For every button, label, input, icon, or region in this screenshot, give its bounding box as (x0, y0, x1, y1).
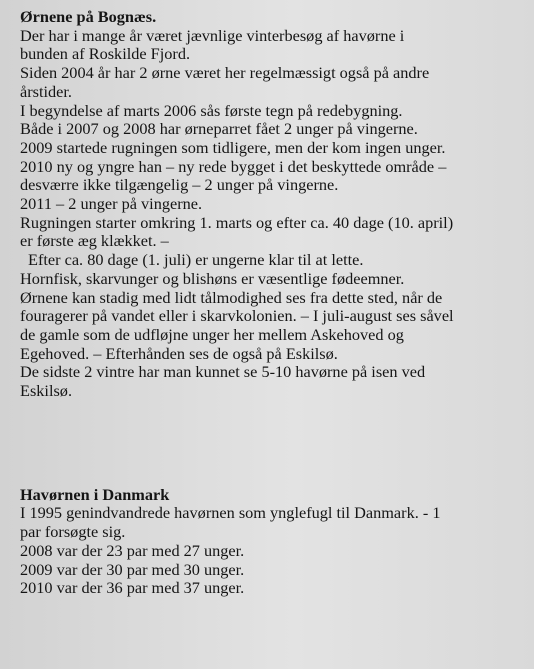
text-line: 2010 ny og yngre han – ny rede bygget i det beskyttede område – (20, 156, 447, 176)
text-line: De sidste 2 vintre har man kunnet se 5-10 havørne på isen ved (20, 362, 426, 382)
text-line: Egehoved. – Efterhånden ses de også på Eskilsø. (20, 343, 338, 363)
text-line: er første æg klækket. – (20, 231, 169, 251)
text-line: Efter ca. 80 dage (1. juli) er ungerne klar til at lette. (28, 250, 364, 270)
text-line: Der har i mange år været jævnlige vinterbesøg af havørne i (20, 25, 405, 45)
text-line: Siden 2004 år har 2 ørne været her regelmæssigt også på andre (20, 63, 430, 83)
text-line: 2010 var der 36 par med 37 unger. (20, 578, 245, 598)
text-line: 2011 – 2 unger på vingerne. (20, 194, 203, 214)
text-line: 2008 var der 23 par med 27 unger. (20, 540, 245, 560)
text-line: 2009 var der 30 par med 30 unger. (20, 559, 245, 579)
section-title-danmark: Havørnen i Danmark (20, 484, 170, 504)
text-line: I begyndelse af marts 2006 sås første tegn på redebygning. (20, 100, 403, 120)
text-line: Hornfisk, skarvunger og blishøns er væsentlige fødeemner. (20, 268, 405, 288)
text-line: bunden af Roskilde Fjord. (20, 44, 191, 64)
section-havoernen-i-danmark (20, 486, 520, 598)
section-spacer (20, 401, 520, 486)
text-line: I 1995 genindvandrede havørnen som ynglefugl til Danmark. - 1 (20, 503, 441, 523)
text-line: årstider. (20, 81, 72, 101)
text-line: Rugningen starter omkring 1. marts og efter ca. 40 dage (10. april) (20, 212, 454, 232)
text-line: desværre ikke tilgængelig – 2 unger på vingerne. (20, 175, 339, 195)
text-line: Ørnene kan stadig med lidt tålmodighed ses fra dette sted, når de (20, 287, 443, 307)
text-line: fouragerer på vandet eller i skarvkolonien. – I juli-august ses såvel (20, 306, 454, 326)
section-title-bognaes: Ørnene på Bognæs. (20, 7, 157, 26)
section-bognaes (20, 8, 520, 401)
text-line: de gamle som de udfløjne unger her mellem Askehoved og (20, 324, 404, 344)
text-line: 2009 startede rugningen som tidligere, men der kom ingen unger. (20, 137, 446, 157)
text-line: Eskilsø. (20, 381, 73, 401)
text-line: par forsøgte sig. (20, 522, 126, 542)
text-line: Både i 2007 og 2008 har ørneparret fået 2 unger på vingerne. (20, 119, 418, 139)
